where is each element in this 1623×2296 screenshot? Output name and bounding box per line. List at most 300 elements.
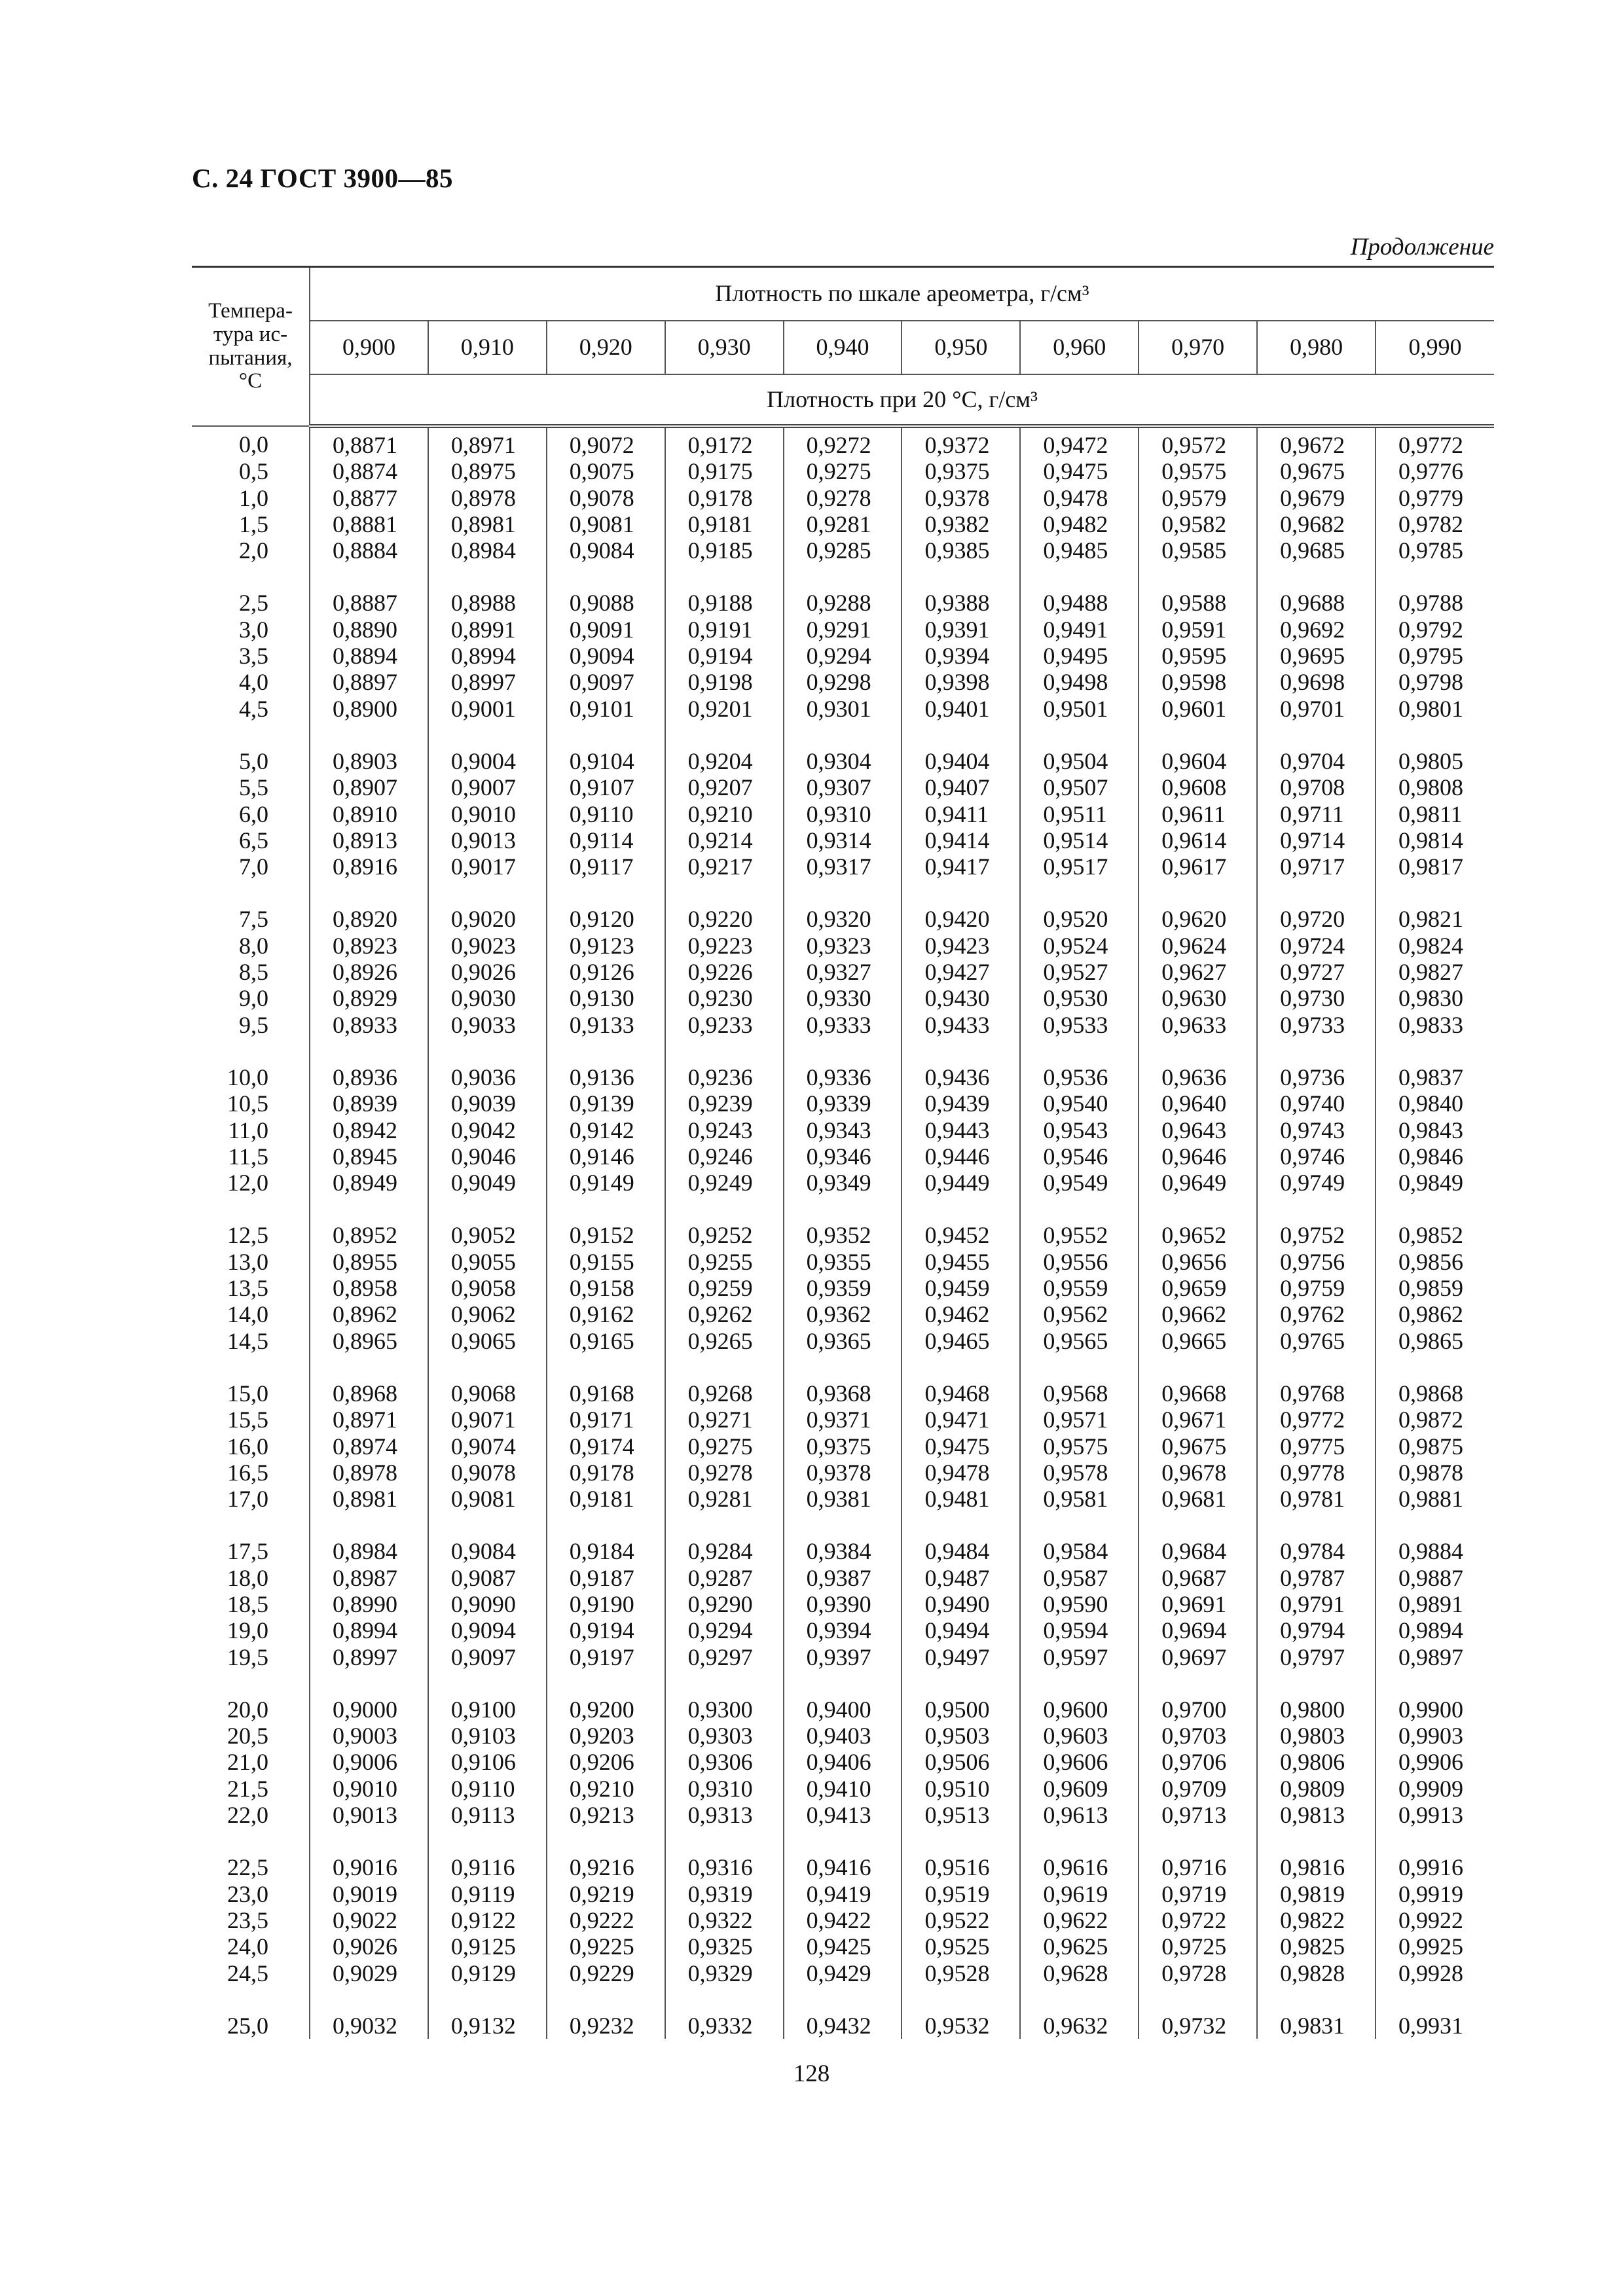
density-cell: 0,9132 bbox=[428, 2013, 547, 2039]
density-cell: 0,8881 bbox=[310, 511, 428, 537]
density-cell: 0,9701 bbox=[1257, 696, 1376, 722]
table-row bbox=[192, 1696, 1494, 1723]
spacer-cell bbox=[428, 1038, 547, 1064]
density-cell: 0,9556 bbox=[1020, 1249, 1139, 1275]
temperature-cell: 7,5 bbox=[239, 906, 268, 933]
density-cell: 0,9824 bbox=[1376, 933, 1494, 959]
density-cell: 0,9306 bbox=[665, 1749, 784, 1775]
spacer-cell bbox=[1020, 1670, 1139, 1696]
density-cell: 0,9372 bbox=[902, 426, 1020, 458]
temperature-cell: 2,5 bbox=[239, 590, 268, 617]
spacer-cell bbox=[547, 564, 665, 590]
density-cell: 0,9084 bbox=[547, 537, 665, 564]
density-cell: 0,9785 bbox=[1376, 537, 1494, 564]
density-cell: 0,9026 bbox=[310, 1933, 428, 1960]
density-cell: 0,9304 bbox=[784, 748, 902, 774]
table-row bbox=[192, 1907, 1494, 1933]
group-spacer bbox=[192, 564, 1494, 590]
temperature-cell: 21,5 bbox=[227, 1775, 268, 1802]
group-spacer bbox=[192, 1828, 1494, 1854]
spacer-cell bbox=[310, 1986, 428, 2013]
spacer-cell bbox=[192, 1986, 310, 2013]
density-cell: 0,9268 bbox=[665, 1380, 784, 1407]
density-cell: 0,9801 bbox=[1376, 696, 1494, 722]
table-row bbox=[192, 853, 1494, 880]
density-cell: 0,9594 bbox=[1020, 1617, 1139, 1643]
density-cell: 0,9872 bbox=[1376, 1407, 1494, 1433]
spacer-cell bbox=[192, 1512, 310, 1538]
density-cell: 0,9272 bbox=[784, 426, 902, 458]
density-column-header: 0,990 bbox=[1376, 321, 1494, 374]
spacer-cell bbox=[310, 1828, 428, 1854]
density-cell: 0,9430 bbox=[902, 985, 1020, 1011]
density-cell: 0,9297 bbox=[665, 1644, 784, 1670]
density-cell: 0,9856 bbox=[1376, 1249, 1494, 1275]
density-cell: 0,9828 bbox=[1257, 1960, 1376, 1986]
density-cell: 0,9294 bbox=[665, 1617, 784, 1643]
density-cell: 0,9225 bbox=[547, 1933, 665, 1960]
density-cell: 0,9032 bbox=[310, 2013, 428, 2039]
density-cell: 0,8887 bbox=[310, 590, 428, 616]
density-cell: 0,9909 bbox=[1376, 1776, 1494, 1802]
density-column-header: 0,980 bbox=[1257, 321, 1376, 374]
spacer-cell bbox=[784, 1196, 902, 1222]
density-cell: 0,9022 bbox=[310, 1907, 428, 1933]
density-cell: 0,9394 bbox=[784, 1617, 902, 1643]
density-cell: 0,9572 bbox=[1139, 426, 1257, 458]
density-cell: 0,9685 bbox=[1257, 537, 1376, 564]
density-cell: 0,9604 bbox=[1139, 748, 1257, 774]
density-cell: 0,9488 bbox=[1020, 590, 1139, 616]
temperature-column-header bbox=[192, 267, 310, 427]
table-row bbox=[192, 1433, 1494, 1460]
density-columns-row bbox=[192, 321, 1494, 374]
table-row bbox=[192, 1854, 1494, 1880]
table-row bbox=[192, 906, 1494, 932]
spacer-cell bbox=[1020, 1354, 1139, 1380]
density-cell: 0,8874 bbox=[310, 458, 428, 484]
density-cell: 0,9129 bbox=[428, 1960, 547, 1986]
spacer-cell bbox=[192, 1828, 310, 1854]
table-row bbox=[192, 696, 1494, 722]
density-cell: 0,9194 bbox=[665, 643, 784, 669]
density-cell: 0,8981 bbox=[428, 511, 547, 537]
density-cell: 0,8962 bbox=[310, 1301, 428, 1327]
density-cell: 0,9611 bbox=[1139, 801, 1257, 827]
table-row bbox=[192, 1407, 1494, 1433]
temperature-cell: 14,5 bbox=[227, 1327, 268, 1354]
density-cell: 0,9688 bbox=[1257, 590, 1376, 616]
density-cell: 0,9078 bbox=[547, 485, 665, 511]
density-cell: 0,9533 bbox=[1020, 1012, 1139, 1038]
density-cell: 0,9765 bbox=[1257, 1328, 1376, 1354]
density-cell: 0,9087 bbox=[428, 1565, 547, 1591]
density-cell: 0,8929 bbox=[310, 985, 428, 1011]
density-cell: 0,9698 bbox=[1257, 669, 1376, 695]
density-table-body bbox=[192, 426, 1494, 2039]
table-row bbox=[192, 1249, 1494, 1275]
density-cell: 0,9532 bbox=[902, 2013, 1020, 2039]
result-density-header bbox=[310, 374, 1494, 426]
spacer-cell bbox=[428, 1670, 547, 1696]
density-cell: 0,9394 bbox=[902, 643, 1020, 669]
spacer-cell bbox=[1376, 1512, 1494, 1538]
density-cell: 0,9809 bbox=[1257, 1776, 1376, 1802]
spacer-cell bbox=[902, 1038, 1020, 1064]
temperature-cell: 10,0 bbox=[227, 1064, 268, 1090]
density-cell: 0,9190 bbox=[547, 1591, 665, 1617]
spacer-cell bbox=[1020, 1986, 1139, 2013]
density-cell: 0,9775 bbox=[1257, 1433, 1376, 1460]
density-cell: 0,8897 bbox=[310, 669, 428, 695]
temperature-cell: 1,5 bbox=[239, 511, 268, 537]
density-cell: 0,9133 bbox=[547, 1012, 665, 1038]
density-cell: 0,9052 bbox=[428, 1222, 547, 1248]
density-cell: 0,9329 bbox=[665, 1960, 784, 1986]
density-cell: 0,9320 bbox=[784, 906, 902, 932]
spacer-cell bbox=[1139, 1038, 1257, 1064]
density-cell: 0,9229 bbox=[547, 1960, 665, 1986]
density-cell: 0,9465 bbox=[902, 1328, 1020, 1354]
table-row bbox=[192, 1486, 1494, 1512]
density-cell: 0,9859 bbox=[1376, 1275, 1494, 1301]
density-cell: 0,9843 bbox=[1376, 1117, 1494, 1143]
density-cell: 0,8984 bbox=[310, 1538, 428, 1564]
density-cell: 0,9827 bbox=[1376, 959, 1494, 985]
density-cell: 0,9506 bbox=[902, 1749, 1020, 1775]
density-cell: 0,9165 bbox=[547, 1328, 665, 1354]
density-cell: 0,9619 bbox=[1020, 1881, 1139, 1907]
density-cell: 0,9243 bbox=[665, 1117, 784, 1143]
spacer-cell bbox=[192, 722, 310, 748]
density-cell: 0,9546 bbox=[1020, 1143, 1139, 1170]
density-cell: 0,9725 bbox=[1139, 1933, 1257, 1960]
density-cell: 0,8926 bbox=[310, 959, 428, 985]
density-cell: 0,9633 bbox=[1139, 1012, 1257, 1038]
density-cell: 0,9003 bbox=[310, 1723, 428, 1749]
density-cell: 0,9497 bbox=[902, 1644, 1020, 1670]
density-cell: 0,9485 bbox=[1020, 537, 1139, 564]
density-cell: 0,9016 bbox=[310, 1854, 428, 1880]
density-cell: 0,9733 bbox=[1257, 1012, 1376, 1038]
table-row bbox=[192, 617, 1494, 643]
temperature-cell: 9,5 bbox=[239, 1011, 268, 1038]
spacer-cell bbox=[784, 1038, 902, 1064]
density-cell: 0,9419 bbox=[784, 1881, 902, 1907]
density-cell: 0,9684 bbox=[1139, 1538, 1257, 1564]
density-cell: 0,9803 bbox=[1257, 1723, 1376, 1749]
density-cell: 0,9500 bbox=[902, 1696, 1020, 1723]
density-cell: 0,9501 bbox=[1020, 696, 1139, 722]
density-cell: 0,9265 bbox=[665, 1328, 784, 1354]
spacer-cell bbox=[1257, 1828, 1376, 1854]
result-density-header-text: Плотность при 20 °С, г/см³ bbox=[767, 386, 1038, 412]
density-table bbox=[192, 266, 1494, 2039]
density-cell: 0,9798 bbox=[1376, 669, 1494, 695]
density-cell: 0,9913 bbox=[1376, 1802, 1494, 1828]
density-cell: 0,9779 bbox=[1376, 485, 1494, 511]
group-spacer bbox=[192, 1354, 1494, 1380]
table-row bbox=[192, 537, 1494, 564]
density-cell: 0,9472 bbox=[1020, 426, 1139, 458]
spacer-cell bbox=[1020, 1196, 1139, 1222]
table-row bbox=[192, 1380, 1494, 1407]
density-cell: 0,9149 bbox=[547, 1170, 665, 1196]
spacer-cell bbox=[547, 1986, 665, 2013]
spacer-cell bbox=[1257, 1196, 1376, 1222]
spacer-cell bbox=[428, 1354, 547, 1380]
density-cell: 0,9416 bbox=[784, 1854, 902, 1880]
density-cell: 0,9291 bbox=[784, 617, 902, 643]
table-row bbox=[192, 1222, 1494, 1248]
spacer-cell bbox=[1257, 1986, 1376, 2013]
density-cell: 0,9301 bbox=[784, 696, 902, 722]
density-cell: 0,9287 bbox=[665, 1565, 784, 1591]
spacer-cell bbox=[784, 1986, 902, 2013]
density-cell: 0,8971 bbox=[310, 1407, 428, 1433]
density-cell: 0,9782 bbox=[1376, 511, 1494, 537]
density-cell: 0,9630 bbox=[1139, 985, 1257, 1011]
density-cell: 0,9514 bbox=[1020, 827, 1139, 853]
spacer-cell bbox=[192, 1196, 310, 1222]
density-cell: 0,8994 bbox=[428, 643, 547, 669]
density-cell: 0,9484 bbox=[902, 1538, 1020, 1564]
density-cell: 0,8987 bbox=[310, 1565, 428, 1591]
density-cell: 0,9185 bbox=[665, 537, 784, 564]
density-cell: 0,9375 bbox=[902, 458, 1020, 484]
spacer-cell bbox=[1376, 722, 1494, 748]
density-cell: 0,8990 bbox=[310, 1591, 428, 1617]
density-cell: 0,9903 bbox=[1376, 1723, 1494, 1749]
density-cell: 0,9042 bbox=[428, 1117, 547, 1143]
density-cell: 0,9388 bbox=[902, 590, 1020, 616]
temperature-cell: 4,0 bbox=[239, 669, 268, 696]
density-cell: 0,9787 bbox=[1257, 1565, 1376, 1591]
density-cell: 0,9833 bbox=[1376, 1012, 1494, 1038]
density-cell: 0,9007 bbox=[428, 774, 547, 800]
spacer-cell bbox=[192, 1670, 310, 1696]
density-cell: 0,9668 bbox=[1139, 1380, 1257, 1407]
density-cell: 0,9752 bbox=[1257, 1222, 1376, 1248]
temperature-cell: 14,0 bbox=[227, 1301, 268, 1328]
density-cell: 0,9368 bbox=[784, 1380, 902, 1407]
spacer-cell bbox=[784, 564, 902, 590]
density-cell: 0,9536 bbox=[1020, 1064, 1139, 1090]
density-cell: 0,9519 bbox=[902, 1881, 1020, 1907]
density-cell: 0,9255 bbox=[665, 1249, 784, 1275]
spacer-cell bbox=[1376, 880, 1494, 906]
density-cell: 0,9314 bbox=[784, 827, 902, 853]
density-cell: 0,9106 bbox=[428, 1749, 547, 1775]
density-cell: 0,9359 bbox=[784, 1275, 902, 1301]
density-cell: 0,9646 bbox=[1139, 1143, 1257, 1170]
table-row bbox=[192, 485, 1494, 511]
density-cell: 0,9487 bbox=[902, 1565, 1020, 1591]
spacer-cell bbox=[902, 1670, 1020, 1696]
density-cell: 0,9378 bbox=[784, 1460, 902, 1486]
density-cell: 0,9478 bbox=[902, 1460, 1020, 1486]
spacer-cell bbox=[784, 880, 902, 906]
temperature-cell: 13,0 bbox=[227, 1248, 268, 1275]
density-cell: 0,8916 bbox=[310, 853, 428, 880]
density-cell: 0,9422 bbox=[784, 1907, 902, 1933]
table-row bbox=[192, 985, 1494, 1011]
density-cell: 0,9049 bbox=[428, 1170, 547, 1196]
density-cell: 0,9081 bbox=[547, 511, 665, 537]
density-cell: 0,9078 bbox=[428, 1460, 547, 1486]
density-cell: 0,9931 bbox=[1376, 2013, 1494, 2039]
temperature-cell: 22,0 bbox=[227, 1802, 268, 1829]
density-cell: 0,9117 bbox=[547, 853, 665, 880]
density-cell: 0,9482 bbox=[1020, 511, 1139, 537]
density-cell: 0,9678 bbox=[1139, 1460, 1257, 1486]
density-cell: 0,9072 bbox=[547, 426, 665, 458]
density-cell: 0,9659 bbox=[1139, 1275, 1257, 1301]
temperature-cell: 25,0 bbox=[227, 2012, 268, 2039]
density-cell: 0,9582 bbox=[1139, 511, 1257, 537]
table-row bbox=[192, 1565, 1494, 1591]
density-cell: 0,9198 bbox=[665, 669, 784, 695]
density-cell: 0,9706 bbox=[1139, 1749, 1257, 1775]
spacer-cell bbox=[1376, 1038, 1494, 1064]
density-cell: 0,8871 bbox=[310, 426, 428, 458]
spacer-cell bbox=[547, 1512, 665, 1538]
density-cell: 0,9271 bbox=[665, 1407, 784, 1433]
temperature-cell: 20,5 bbox=[227, 1723, 268, 1749]
spacer-cell bbox=[547, 1670, 665, 1696]
spacer-cell bbox=[1376, 564, 1494, 590]
table-row bbox=[192, 1723, 1494, 1749]
table-row bbox=[192, 511, 1494, 537]
page-number: 128 bbox=[793, 2060, 830, 2087]
density-cell: 0,9849 bbox=[1376, 1170, 1494, 1196]
density-cell: 0,9097 bbox=[428, 1644, 547, 1670]
density-cell: 0,9900 bbox=[1376, 1696, 1494, 1723]
density-cell: 0,9413 bbox=[784, 1802, 902, 1828]
density-cell: 0,9030 bbox=[428, 985, 547, 1011]
table-row bbox=[192, 1301, 1494, 1327]
density-cell: 0,9210 bbox=[547, 1776, 665, 1802]
density-column-header: 0,960 bbox=[1020, 321, 1139, 374]
spacer-cell bbox=[1376, 1196, 1494, 1222]
density-cell: 0,9636 bbox=[1139, 1064, 1257, 1090]
density-cell: 0,9001 bbox=[428, 696, 547, 722]
table-row bbox=[192, 1960, 1494, 1986]
density-cell: 0,9126 bbox=[547, 959, 665, 985]
density-cell: 0,9074 bbox=[428, 1433, 547, 1460]
temperature-cell: 20,0 bbox=[227, 1696, 268, 1723]
density-cell: 0,9404 bbox=[902, 748, 1020, 774]
density-cell: 0,9355 bbox=[784, 1249, 902, 1275]
density-cell: 0,9875 bbox=[1376, 1433, 1494, 1460]
density-cell: 0,9075 bbox=[547, 458, 665, 484]
spacer-cell bbox=[1376, 1670, 1494, 1696]
density-cell: 0,9058 bbox=[428, 1275, 547, 1301]
density-cell: 0,9004 bbox=[428, 748, 547, 774]
density-cell: 0,9171 bbox=[547, 1407, 665, 1433]
density-cell: 0,9581 bbox=[1020, 1486, 1139, 1512]
table-row bbox=[192, 1170, 1494, 1196]
density-cell: 0,9708 bbox=[1257, 774, 1376, 800]
table-row bbox=[192, 801, 1494, 827]
density-cell: 0,9290 bbox=[665, 1591, 784, 1617]
density-cell: 0,9865 bbox=[1376, 1328, 1494, 1354]
spacer-cell bbox=[428, 1512, 547, 1538]
density-cell: 0,9384 bbox=[784, 1538, 902, 1564]
density-cell: 0,9575 bbox=[1139, 458, 1257, 484]
density-cell: 0,9152 bbox=[547, 1222, 665, 1248]
density-cell: 0,9339 bbox=[784, 1090, 902, 1117]
density-cell: 0,9275 bbox=[784, 458, 902, 484]
spacer-cell bbox=[665, 564, 784, 590]
density-cell: 0,8974 bbox=[310, 1433, 428, 1460]
temperature-cell: 18,0 bbox=[227, 1564, 268, 1591]
spacer-cell bbox=[665, 1354, 784, 1380]
density-cell: 0,9808 bbox=[1376, 774, 1494, 800]
temperature-cell: 11,0 bbox=[228, 1117, 268, 1143]
density-cell: 0,9259 bbox=[665, 1275, 784, 1301]
spacer-cell bbox=[547, 1038, 665, 1064]
density-cell: 0,9213 bbox=[547, 1802, 665, 1828]
density-cell: 0,9181 bbox=[547, 1486, 665, 1512]
spacer-cell bbox=[1139, 722, 1257, 748]
density-cell: 0,9204 bbox=[665, 748, 784, 774]
temperature-cell: 22,5 bbox=[227, 1854, 268, 1881]
temperature-cell: 1,0 bbox=[239, 484, 268, 511]
density-cell: 0,9284 bbox=[665, 1538, 784, 1564]
density-cell: 0,9065 bbox=[428, 1328, 547, 1354]
temperature-cell: 12,0 bbox=[227, 1170, 268, 1196]
density-cell: 0,9187 bbox=[547, 1565, 665, 1591]
spacer-cell bbox=[902, 1196, 1020, 1222]
density-cell: 0,9675 bbox=[1257, 458, 1376, 484]
spacer-cell bbox=[902, 1986, 1020, 2013]
density-cell: 0,9407 bbox=[902, 774, 1020, 800]
density-cell: 0,9319 bbox=[665, 1881, 784, 1907]
density-cell: 0,9507 bbox=[1020, 774, 1139, 800]
spacer-cell bbox=[1257, 1038, 1376, 1064]
spacer-cell bbox=[784, 722, 902, 748]
density-cell: 0,9598 bbox=[1139, 669, 1257, 695]
density-cell: 0,9294 bbox=[784, 643, 902, 669]
density-cell: 0,9922 bbox=[1376, 1907, 1494, 1933]
spacer-cell bbox=[1139, 1512, 1257, 1538]
density-cell: 0,9174 bbox=[547, 1433, 665, 1460]
temperature-cell: 18,5 bbox=[227, 1590, 268, 1617]
density-cell: 0,9062 bbox=[428, 1301, 547, 1327]
temperature-header-text: Темпера- тура ис- пытания, °С bbox=[208, 299, 293, 393]
density-cell: 0,9071 bbox=[428, 1407, 547, 1433]
spacer-cell bbox=[1257, 564, 1376, 590]
density-cell: 0,9806 bbox=[1257, 1749, 1376, 1775]
spacer-cell bbox=[310, 1670, 428, 1696]
density-cell: 0,9206 bbox=[547, 1749, 665, 1775]
density-cell: 0,9830 bbox=[1376, 985, 1494, 1011]
spacer-cell bbox=[1020, 1512, 1139, 1538]
density-cell: 0,9010 bbox=[428, 801, 547, 827]
density-cell: 0,9772 bbox=[1257, 1407, 1376, 1433]
density-cell: 0,9756 bbox=[1257, 1249, 1376, 1275]
density-cell: 0,9559 bbox=[1020, 1275, 1139, 1301]
density-cell: 0,9816 bbox=[1257, 1854, 1376, 1880]
spacer-cell bbox=[310, 1038, 428, 1064]
table-row bbox=[192, 1749, 1494, 1775]
density-cell: 0,9887 bbox=[1376, 1565, 1494, 1591]
density-cell: 0,9762 bbox=[1257, 1301, 1376, 1327]
density-cell: 0,9207 bbox=[665, 774, 784, 800]
density-cell: 0,9919 bbox=[1376, 1881, 1494, 1907]
density-cell: 0,9184 bbox=[547, 1538, 665, 1564]
